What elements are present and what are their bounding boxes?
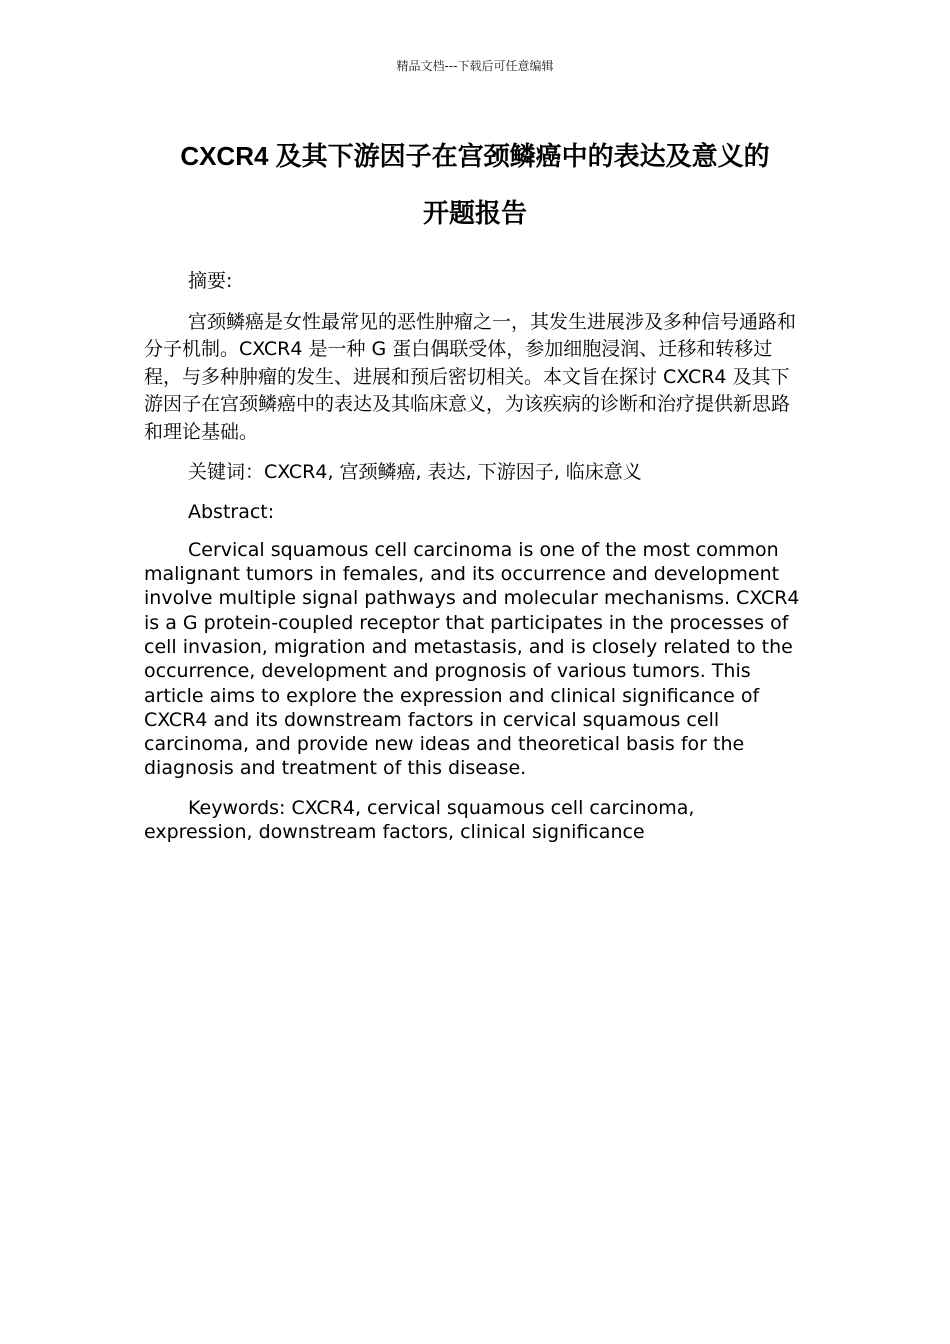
abstract-zh-label: 摘要: [188, 270, 233, 292]
keywords-zh: 关键词：CXCR4, 宫颈鳞癌, 表达, 下游因子, 临床意义 [188, 461, 642, 483]
abstract-en-label: Abstract: [188, 500, 275, 523]
page-header: 精品文档---下载后可任意编辑 [396, 59, 554, 73]
abstract-en-body: Cervical squamous cell carcinoma is one of the most common malignant tumors in females, and its occurrence and development involve multiple signal pathways and molecular mechanisms. CXCR4 is a G protein-coupled receptor that participates in the processes of cell invasion, migration and metastasis, and is closely related to the occurrence, development and prognosis of various tumors. This article aims to explore the expression and clinical significance of CXCR4 and its downstream factors in cervical squamous cell carcinoma, and provide new ideas and theoretical basis for the diagnosis and treatment of this disease. [144, 538, 800, 780]
abstract-zh-body: 宫颈鳞癌是女性最常见的恶性肿瘤之一，其发生进展涉及多种信号通路和分子机制。CXCR4 是一种 G 蛋白偶联受体，参加细胞浸润、迁移和转移过程，与多种肿瘤的发生、进展和预后密切相关。本文旨在探讨 CXCR4 及其下游因子在宫颈鳞癌中的表达及其临床意义，为该疾病的诊断和治疗提供新思路和理论基础。 [144, 310, 797, 443]
document-body [144, 268, 808, 859]
document-title [130, 128, 820, 242]
title-line-2: 开题报告 [422, 198, 527, 228]
keywords-en: Keywords: CXCR4, cervical squamous cell carcinoma, expression, downstream factors, clinical significance [144, 796, 695, 844]
title-line-1: CXCR4 及其下游因子在宫颈鳞癌中的表达及意义的 [180, 141, 770, 171]
